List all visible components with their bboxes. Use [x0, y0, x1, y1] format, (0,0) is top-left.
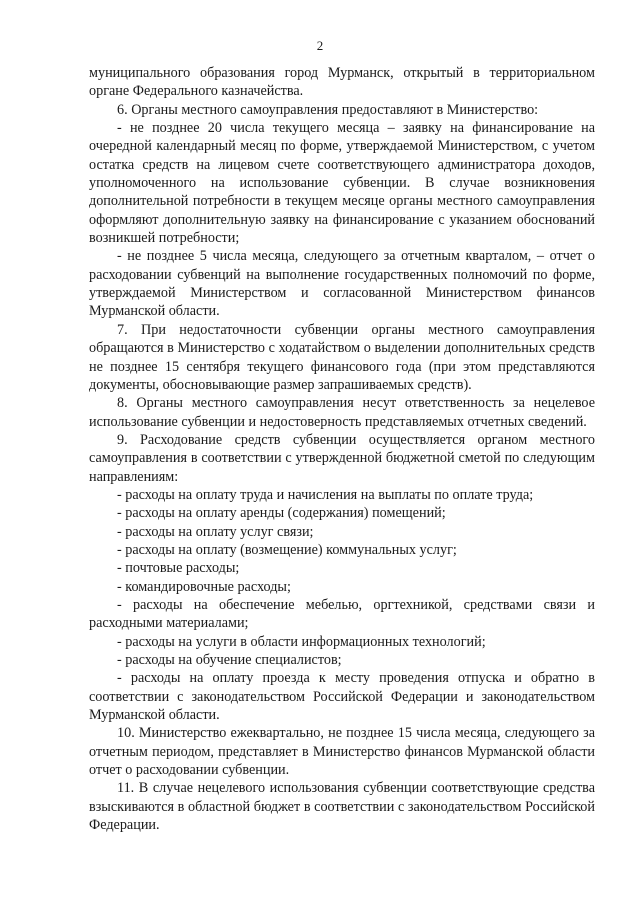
paragraph-clause-11: 11. В случае нецелевого использования субвенции соответствующие средства взыскиваются в областной бюджет в соответствии с законодательством Российской Федерации. [89, 780, 595, 834]
list-item-expense: - расходы на оплату (возмещение) коммунальных услуг; [117, 541, 457, 558]
list-item-expense: - расходы на оплату аренды (содержания) помещений; [117, 505, 446, 522]
paragraph-clause-6: 6. Органы местного самоуправления предоставляют в Министерство: [117, 101, 539, 118]
list-item-expense: - командировочные расходы; [117, 578, 291, 595]
list-item-expense: - расходы на обучение специалистов; [117, 652, 342, 668]
list-item-expense: - расходы на оплату услуг связи; [117, 523, 314, 540]
list-item-expense: - расходы на оплату труда и начисления на выплаты по оплате труда; [117, 486, 534, 503]
paragraph-clause-7: 7. При недостаточности субвенции органы местного самоуправления обращаются в Министерство с ходатайством о выделении дополнительных средств не позднее 15 сентября текущего финансового года (при этом представляются документы, обосновывающие размер запрашиваемых средств). [89, 321, 595, 393]
paragraph-clause-9: 9. Расходование средств субвенции осуществляется органом местного самоуправления в соответствии с утвержденной бюджетной сметой по следующим направлениям: [89, 431, 595, 485]
paragraph-clause-6-item-1: - не позднее 20 числа текущего месяца – заявку на финансирование на очередной календарный месяц по форме, утверждаемой Министерством, с учетом остатка средств на лицевом счете соответствующего администратора доходов, уполномоченного на использование субвенции. В случае возникновения дополнительной потребности в текущем месяце органы местного самоуправления оформляют дополнительную заявку на финансирование с указанием обоснований возникшей потребности; [89, 120, 595, 247]
page-number: 2 [316, 38, 324, 53]
list-item-expense: - расходы на оплату проезда к месту проведения отпуска и обратно в соответствии с законодательством Российской Федерации и законодательством Мурманской области. [89, 670, 595, 724]
list-item-expense: - почтовые расходы; [117, 560, 240, 577]
paragraph-clause-8: 8. Органы местного самоуправления несут ответственность за нецелевое использование субвенции и недостоверность представляемых отчетных сведений. [89, 395, 595, 430]
paragraph-clause-10: 10. Министерство ежеквартально, не позднее 15 числа месяца, следующего за отчетным периодом, представляет в Министерство финансов Мурманской области отчет о расходовании субвенции. [89, 725, 595, 779]
paragraph-continuation: муниципального образования город Мурманск, открытый в территориальном органе Федерального казначейства. [89, 65, 595, 100]
list-item-expense: - расходы на услуги в области информационных технологий; [117, 633, 486, 650]
document-body [89, 64, 595, 834]
paragraph-clause-6-item-2: - не позднее 5 числа месяца, следующего за отчетным кварталом, – отчет о расходовании субвенций на выполнение государственных полномочий по форме, утверждаемой Министерством и согласованной Министерством финансов Мурманской области. [89, 248, 595, 320]
list-item-expense: - расходы на обеспечение мебелью, оргтехникой, средствами связи и расходными материалами; [89, 596, 595, 632]
